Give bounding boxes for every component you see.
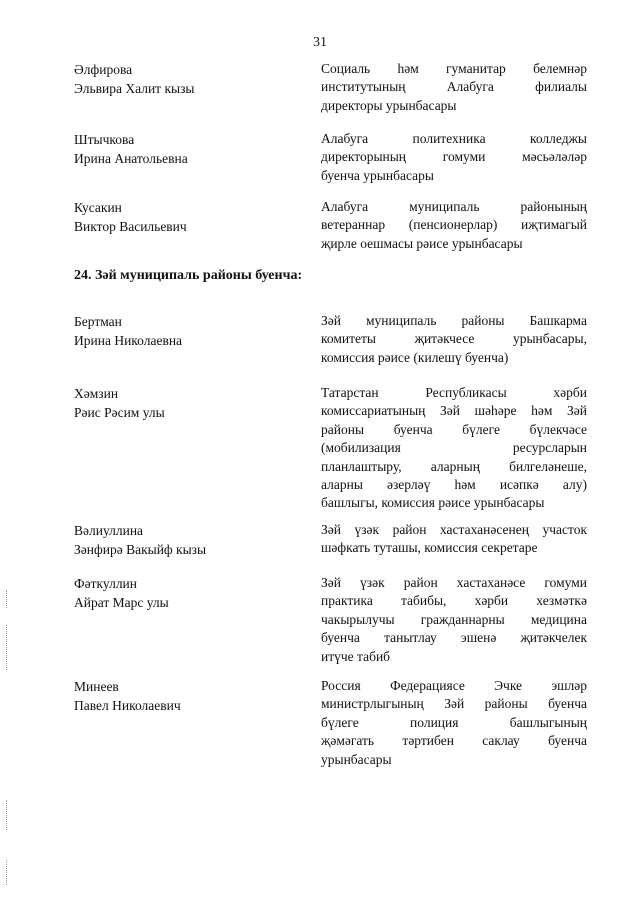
position-line: Социаль һәм гуманитар белемнәр	[321, 61, 587, 76]
member-position	[321, 521, 587, 558]
position-line: башлыгы, комиссия рәисе урынбасары	[321, 495, 545, 511]
member-position	[321, 198, 587, 253]
position-line: (мобилизация ресурсларын	[321, 440, 587, 456]
position-line: Зәй үзәк район хастаханәсенең участок	[321, 522, 587, 537]
position-line: институтының Алабуга филиалы	[321, 79, 587, 95]
position-line: чакырылучы гражданнарны медицина	[321, 611, 587, 627]
member-surname: Бертман	[74, 314, 122, 329]
member-given-names: Ирина Анатольевна	[74, 151, 188, 166]
position-line: буенча урынбасары	[321, 167, 434, 183]
member-name	[74, 677, 294, 715]
scan-margin-mark	[6, 590, 8, 608]
section-heading: 24. Зәй муниципаль районы буенча:	[74, 268, 303, 283]
page-number: 31	[313, 35, 327, 50]
position-line: министрлыгының Зәй районы буенча	[321, 696, 587, 712]
position-line: Россия Федерациясе Эчке эшләр	[321, 678, 587, 693]
member-surname: Вәлиуллина	[74, 523, 144, 538]
position-line: аларны әзерләү һәм исәпкә алу)	[321, 477, 587, 493]
position-line: практика табибы, хәрби хезмәткә	[321, 593, 587, 609]
member-position	[321, 384, 587, 513]
member-surname: Хәмзин	[74, 386, 119, 401]
member-position	[321, 574, 587, 666]
position-line: директоры урынбасары	[321, 97, 457, 113]
position-line: буенча танытлау эшенә җитәкчелек	[321, 630, 587, 646]
scan-margin-mark	[6, 800, 8, 830]
position-line: Зәй үзәк район хастаханәсе гомуми	[321, 575, 587, 590]
member-name	[74, 384, 294, 422]
member-given-names: Эльвира Халит кызы	[74, 81, 195, 96]
position-line: планлаштыру, аларның билгеләнеше,	[321, 458, 587, 474]
position-line: комиссия рәисе (килешү буенча)	[321, 349, 509, 365]
member-surname: Фәткуллин	[74, 576, 138, 591]
member-name	[74, 574, 294, 612]
position-line: комитеты җитәкчесе урынбасары,	[321, 331, 587, 347]
position-line: ветераннар (пенсионерлар) иҗтимагый	[321, 217, 587, 233]
member-name	[74, 198, 294, 236]
position-line: комиссариатының Зәй шәһәре һәм Зәй	[321, 403, 587, 419]
member-given-names: Виктор Васильевич	[74, 219, 187, 234]
position-line: Алабуга политехника колледжы	[321, 131, 587, 146]
position-line: шәфкать туташы, комиссия секретаре	[321, 540, 538, 556]
member-surname: Штычкова	[74, 132, 135, 147]
member-name	[74, 130, 294, 168]
position-line: Зәй муниципаль районы Башкарма	[321, 313, 587, 328]
member-name	[74, 60, 294, 98]
member-given-names: Ирина Николаевна	[74, 333, 183, 348]
scan-margin-mark	[6, 625, 8, 670]
member-given-names: Айрат Марс улы	[74, 595, 169, 610]
member-name	[74, 521, 294, 559]
scan-margin-mark	[6, 860, 8, 885]
position-line: җәмәгать тәртибен саклау буенча	[321, 733, 587, 749]
member-surname: Әлфирова	[74, 62, 133, 77]
member-given-names: Павел Николаевич	[74, 698, 181, 713]
position-line: Алабуга муниципаль районының	[321, 199, 587, 214]
position-line: директорының гомуми мәсьәләләр	[321, 149, 587, 165]
member-surname: Кусакин	[74, 200, 122, 215]
position-line: итүче табиб	[321, 648, 391, 664]
member-position	[321, 677, 587, 769]
position-line: урынбасары	[321, 751, 392, 767]
position-line: районы буенча бүлеге бүлекчәсе	[321, 421, 587, 437]
member-position	[321, 312, 587, 367]
member-surname: Минеев	[74, 679, 119, 694]
position-line: бүлеге полиция башлыгының	[321, 714, 587, 730]
member-position	[321, 60, 587, 115]
member-position	[321, 130, 587, 185]
member-name	[74, 312, 294, 350]
member-given-names: Зәнфирә Вакыйф кызы	[74, 542, 207, 557]
position-line: җирле оешмасы рәисе урынбасары	[321, 235, 523, 251]
member-given-names: Рәис Рәсим улы	[74, 405, 165, 420]
position-line: Татарстан Республикасы хәрби	[321, 385, 587, 400]
